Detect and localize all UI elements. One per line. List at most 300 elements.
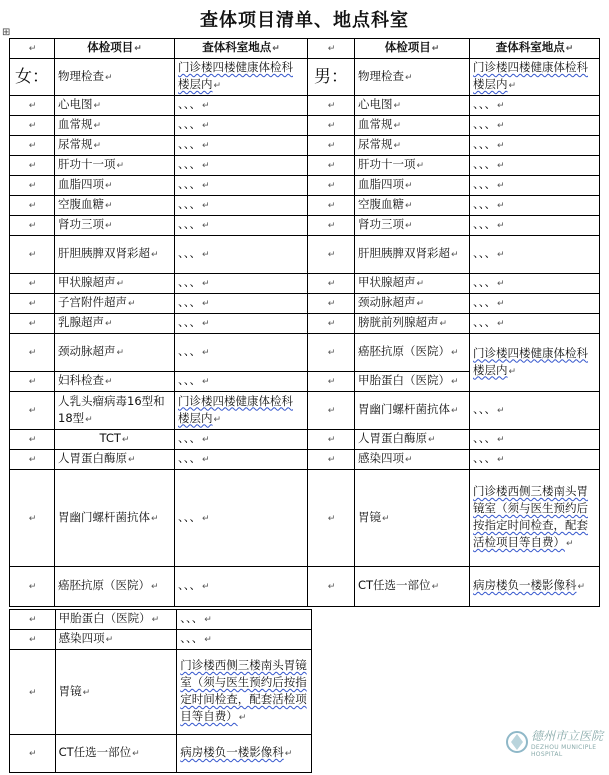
female-item: 血脂四项 [58, 177, 104, 191]
paragraph-mark-icon: ↵ [405, 221, 413, 231]
female-location-cell [177, 610, 312, 630]
paragraph-mark-icon: ↵ [327, 279, 336, 289]
paragraph-mark-icon: ↵ [28, 181, 37, 191]
female-item: 胃幽门螺杆菌抗体 [58, 509, 150, 524]
female-item: 心电图 [58, 97, 93, 111]
table-row [10, 610, 312, 630]
paragraph-mark-icon: ↵ [327, 299, 336, 309]
male-item: 感染四项 [358, 451, 404, 465]
paragraph-mark-icon: ↵ [508, 366, 517, 377]
female-location-cell [175, 136, 308, 156]
paragraph-mark-icon: ↵ [451, 250, 459, 260]
male-location-cell [470, 430, 600, 450]
paragraph-mark-icon: ↵ [202, 221, 210, 231]
paragraph-mark-icon: ↵ [202, 319, 210, 329]
paragraph-mark-icon: ↵ [405, 181, 413, 191]
gender-cell [10, 96, 55, 116]
paragraph-mark-icon: ↵ [497, 435, 505, 445]
male-location-cell [470, 450, 600, 470]
female-label-cell [10, 59, 55, 96]
female-location: 、、、 [180, 631, 204, 645]
female-location-cell [175, 156, 308, 176]
paragraph-mark-icon: ↵ [202, 582, 210, 592]
male-item-cell [355, 274, 470, 294]
paragraph-mark-icon: ↵ [151, 513, 159, 524]
female-location: 、、、 [178, 275, 201, 289]
item-header: 体检项目 [87, 40, 134, 54]
female-item: 空腹血糖 [58, 197, 104, 211]
female-location-cell [175, 196, 308, 216]
gender-cell [10, 650, 56, 735]
paragraph-mark-icon: ↵ [204, 615, 212, 625]
paragraph-mark-icon: ↵ [202, 513, 210, 524]
female-item: 甲状腺超声 [58, 275, 116, 289]
paragraph-mark-icon: ↵ [28, 299, 37, 309]
male-location-cell [470, 116, 600, 136]
female-item: 尿常规 [58, 137, 93, 151]
female-item-cell [55, 610, 177, 630]
female-item-cell [55, 96, 175, 116]
female-location-cell [175, 59, 308, 96]
gender-cell [308, 314, 355, 334]
female-location-cell [175, 96, 308, 116]
male-location: 、、、 [473, 137, 496, 151]
female-location: 门诊楼四楼健康体检科楼层内 [178, 393, 293, 425]
gender-cell [308, 156, 355, 176]
male-location: 、、、 [473, 177, 496, 191]
female-item-cell [55, 156, 175, 176]
male-item-cell [355, 294, 470, 314]
female-location: 、、、 [178, 373, 201, 387]
gender-cell [10, 450, 55, 470]
paragraph-mark-icon: ↵ [121, 435, 130, 445]
female-location: 、、、 [178, 246, 201, 260]
male-item-cell [355, 372, 470, 392]
paragraph-mark-icon: ↵ [28, 377, 37, 387]
male-location-cell [470, 59, 600, 96]
female-item: 甲胎蛋白（医院） [58, 611, 151, 625]
male-item-cell [355, 216, 470, 236]
male-location: 、、、 [473, 197, 496, 211]
paragraph-mark-icon: ↵ [327, 181, 336, 191]
gender-cell [10, 136, 55, 156]
paragraph-mark-icon: ↵ [202, 455, 210, 465]
male-location: 门诊楼四楼健康体检科楼层内 [473, 60, 588, 91]
paragraph-mark-icon: ↵ [439, 319, 448, 329]
paragraph-mark-icon: ↵ [405, 201, 413, 211]
male-item-cell [355, 392, 470, 430]
paragraph-mark-icon: ↵ [327, 406, 336, 416]
paragraph-mark-icon: ↵ [382, 513, 390, 524]
male-location-cell [470, 274, 600, 294]
male-item-cell [355, 176, 470, 196]
paragraph-mark-icon: ↵ [327, 348, 336, 358]
paragraph-mark-icon: ↵ [428, 435, 436, 445]
male-item-cell [355, 430, 470, 450]
male-item-cell [355, 334, 470, 372]
paragraph-mark-icon: ↵ [416, 279, 425, 289]
item-header-cell [355, 39, 470, 59]
table-row [10, 96, 600, 116]
male-item-cell [355, 314, 470, 334]
male-item: 肝功十一项 [358, 157, 416, 171]
paragraph-mark-icon: ↵ [28, 250, 37, 260]
paragraph-mark-icon: ↵ [93, 101, 102, 111]
paragraph-mark-icon: ↵ [105, 319, 113, 329]
gender-cell [10, 372, 55, 392]
gender-cell [308, 470, 355, 567]
male-location: 、、、 [473, 295, 496, 309]
gender-header-empty [308, 39, 355, 59]
male-location-cell [470, 567, 600, 607]
female-item: 人胃蛋白酶原 [58, 451, 127, 465]
paragraph-mark-icon: ↵ [151, 615, 160, 625]
female-item-cell [55, 392, 175, 430]
paragraph-mark-icon: ↵ [213, 81, 222, 91]
male-location: 、、、 [473, 315, 496, 329]
paragraph-mark-icon: ↵ [566, 539, 574, 549]
female-item-cell [55, 334, 175, 372]
paragraph-mark-icon: ↵ [204, 635, 212, 645]
male-item: 空腹血糖 [358, 197, 404, 211]
female-location-cell [177, 735, 312, 773]
paragraph-mark-icon: ↵ [28, 513, 37, 524]
table-row [10, 196, 600, 216]
paragraph-mark-icon: ↵ [28, 44, 37, 54]
male-location: 病房楼负一楼影像科 [473, 578, 577, 592]
female-location: 、、、 [178, 177, 201, 191]
paragraph-mark-icon: ↵ [497, 121, 505, 131]
item-header-cell [55, 39, 175, 59]
male-item: 血常规 [358, 117, 393, 131]
male-location-cell [470, 216, 600, 236]
gender-cell [10, 567, 55, 607]
gender-cell [308, 236, 355, 274]
paragraph-mark-icon: ↵ [28, 201, 37, 211]
paragraph-mark-icon: ↵ [497, 250, 505, 260]
paragraph-mark-icon: ↵ [327, 44, 336, 54]
paragraph-mark-icon: ↵ [116, 348, 125, 358]
table-row [10, 630, 312, 650]
male-item: 甲胎蛋白（医院） [358, 373, 450, 387]
paragraph-mark-icon: ↵ [151, 582, 159, 592]
paragraph-mark-icon: ↵ [327, 201, 336, 211]
paragraph-mark-icon: ↵ [327, 582, 336, 592]
gender-cell [10, 430, 55, 450]
gender-cell [10, 735, 56, 773]
female-item: 物理检查 [58, 68, 104, 83]
female-item-cell [55, 450, 175, 470]
female-location: 、、、 [178, 509, 201, 524]
paragraph-mark-icon: ↵ [497, 279, 505, 289]
female-item: 肝胆胰脾双肾彩超 [58, 246, 150, 260]
female-item: 胃镜 [58, 683, 82, 698]
gender-cell [308, 196, 355, 216]
paragraph-mark-icon: ↵ [93, 121, 102, 131]
female-extra-table [9, 609, 312, 773]
gender-cell [308, 136, 355, 156]
paragraph-mark-icon: ↵ [151, 250, 159, 260]
paragraph-mark-icon: ↵ [327, 141, 336, 151]
paragraph-mark-icon: ↵ [497, 101, 505, 111]
female-location-cell [175, 314, 308, 334]
paragraph-mark-icon: ↵ [28, 161, 37, 171]
female-item: 血常规 [58, 117, 93, 131]
female-item-cell [55, 274, 175, 294]
table-row [10, 294, 600, 314]
paragraph-mark-icon: ↵ [28, 121, 37, 131]
male-location: 门诊楼西侧三楼南头胃镜室（须与医生预约后按指定时间检查，配套活检项目等自费） [473, 484, 588, 549]
table-row [10, 450, 600, 470]
gender-cell [308, 450, 355, 470]
male-location: 、、、 [473, 217, 496, 231]
paragraph-mark-icon: ↵ [272, 44, 280, 54]
location-header-cell [175, 39, 308, 59]
female-location: 、、、 [178, 157, 201, 171]
male-item: 尿常规 [358, 137, 393, 151]
paragraph-mark-icon: ↵ [431, 44, 440, 54]
male-item-cell [355, 196, 470, 216]
male-location: 、、、 [473, 97, 496, 111]
paragraph-mark-icon: ↵ [327, 221, 336, 231]
item-header: 体检项目 [384, 40, 431, 54]
female-location: 、、、 [178, 295, 201, 309]
header-row [10, 39, 600, 59]
female-item: 癌胚抗原（医院） [58, 578, 150, 592]
paragraph-mark-icon: ↵ [508, 81, 517, 91]
gender-cell [308, 294, 355, 314]
paragraph-mark-icon: ↵ [393, 141, 402, 151]
paragraph-mark-icon: ↵ [105, 72, 113, 83]
paragraph-mark-icon: ↵ [202, 279, 210, 289]
paragraph-mark-icon: ↵ [28, 582, 37, 592]
paragraph-mark-icon: ↵ [327, 161, 336, 171]
paragraph-mark-icon: ↵ [28, 319, 37, 329]
female-location-cell [175, 176, 308, 196]
gender-cell [308, 274, 355, 294]
paragraph-mark-icon: ↵ [497, 406, 505, 416]
male-location: 、、、 [473, 275, 496, 289]
female-location: 、、、 [178, 197, 201, 211]
paragraph-mark-icon: ↵ [29, 615, 37, 625]
location-header-cell [470, 39, 600, 59]
female-item-cell [55, 196, 175, 216]
table-row [10, 136, 600, 156]
male-label: 男： [314, 66, 348, 87]
female-item: 人乳头瘤病毒16型和18型 [58, 393, 165, 425]
paragraph-mark-icon: ↵ [85, 414, 93, 425]
male-item-cell [355, 96, 470, 116]
male-item-cell [355, 59, 470, 96]
male-item: 甲状腺超声 [358, 275, 416, 289]
gender-cell [10, 116, 55, 136]
table-row [10, 216, 600, 236]
male-item: 胃幽门螺杆菌抗体 [358, 402, 450, 416]
paragraph-mark-icon: ↵ [29, 687, 37, 698]
male-item-cell [355, 136, 470, 156]
male-item: 颈动脉超声 [358, 295, 416, 309]
paragraph-mark-icon: ↵ [213, 414, 222, 425]
paragraph-mark-icon: ↵ [116, 161, 125, 171]
male-item: 胃镜 [358, 509, 381, 524]
female-location: 、、、 [178, 117, 201, 131]
paragraph-mark-icon: ↵ [327, 319, 336, 329]
paragraph-mark-icon: ↵ [202, 181, 210, 191]
paragraph-mark-icon: ↵ [132, 749, 140, 759]
female-location-cell [175, 450, 308, 470]
paragraph-mark-icon: ↵ [202, 101, 210, 111]
paragraph-mark-icon: ↵ [202, 348, 210, 358]
hospital-logo-name: 德州市立医院 [531, 729, 604, 743]
female-location-cell [175, 294, 308, 314]
male-item: CT任选一部位 [358, 578, 431, 592]
table-row [10, 156, 600, 176]
paragraph-mark-icon: ↵ [451, 406, 459, 416]
gender-cell [10, 274, 55, 294]
paragraph-mark-icon: ↵ [497, 299, 505, 309]
female-location: 病房楼负一楼影像科 [180, 745, 284, 759]
paragraph-mark-icon: ↵ [28, 435, 37, 445]
table-row [10, 392, 600, 430]
female-location-cell [175, 430, 308, 450]
gender-cell [10, 196, 55, 216]
female-item: 感染四项 [58, 631, 105, 645]
paragraph-mark-icon: ↵ [497, 141, 505, 151]
female-location-cell [175, 372, 308, 392]
table-row [10, 430, 600, 450]
paragraph-mark-icon: ↵ [497, 181, 505, 191]
gender-cell [10, 156, 55, 176]
paragraph-mark-icon: ↵ [28, 101, 37, 111]
male-location-cell [470, 314, 600, 334]
female-location: 、、、 [178, 97, 201, 111]
male-item: 物理检查 [358, 68, 404, 83]
gender-cell [308, 372, 355, 392]
female-location-cell [175, 334, 308, 372]
gender-cell [10, 630, 56, 650]
female-item-cell [55, 294, 175, 314]
paragraph-mark-icon: ↵ [431, 582, 440, 592]
gender-cell [10, 294, 55, 314]
female-location-cell [175, 116, 308, 136]
gender-cell [308, 334, 355, 372]
female-item-cell [55, 630, 177, 650]
female-location: 、、、 [178, 137, 201, 151]
hospital-logo-sub: DEZHOU MUNICIPLE HOSPITAL [531, 744, 597, 758]
female-item-cell [55, 236, 175, 274]
table-row [10, 314, 600, 334]
female-item-cell [55, 136, 175, 156]
paragraph-mark-icon: ↵ [202, 141, 210, 151]
paragraph-mark-icon: ↵ [577, 582, 586, 592]
table-row [10, 650, 312, 735]
female-location: 、、、 [178, 578, 201, 592]
female-location-cell [175, 392, 308, 430]
male-location-cell [470, 392, 600, 430]
gender-header-empty [10, 39, 55, 59]
male-location: 、、、 [473, 117, 496, 131]
male-item-cell [355, 450, 470, 470]
paragraph-mark-icon: ↵ [393, 101, 402, 111]
paragraph-mark-icon: ↵ [82, 687, 91, 698]
female-location-cell [175, 470, 308, 567]
male-location-cell [470, 136, 600, 156]
male-item: 血脂四项 [358, 177, 404, 191]
female-location-cell [175, 274, 308, 294]
paragraph-mark-icon: ↵ [497, 455, 505, 465]
male-item: 肾功三项 [358, 217, 404, 231]
paragraph-mark-icon: ↵ [393, 121, 402, 131]
female-location: 、、、 [180, 611, 204, 625]
paragraph-mark-icon: ↵ [105, 221, 113, 231]
table-row [10, 735, 312, 773]
gender-cell [308, 216, 355, 236]
gender-cell [10, 236, 55, 274]
paragraph-mark-icon: ↵ [327, 435, 336, 445]
paragraph-mark-icon: ↵ [28, 406, 37, 416]
paragraph-mark-icon: ↵ [28, 348, 37, 358]
gender-cell [308, 116, 355, 136]
table-row [10, 334, 600, 372]
paragraph-mark-icon: ↵ [327, 121, 336, 131]
paragraph-mark-icon: ↵ [28, 279, 37, 289]
male-item-cell [355, 567, 470, 607]
female-item-cell [55, 735, 177, 773]
male-location-cell [470, 196, 600, 216]
paragraph-mark-icon: ↵ [416, 161, 425, 171]
female-location: 、、、 [178, 344, 201, 358]
male-location: 、、、 [473, 246, 496, 260]
table-row [10, 274, 600, 294]
male-item: 人胃蛋白酶原 [358, 431, 427, 445]
female-location-cell [175, 567, 308, 607]
male-location-cell [470, 334, 600, 392]
gender-cell [308, 96, 355, 116]
paragraph-mark-icon: ↵ [202, 121, 210, 131]
location-header: 查体科室地点 [202, 40, 272, 54]
paragraph-mark-icon: ↵ [497, 319, 505, 329]
paragraph-mark-icon: ↵ [105, 635, 114, 645]
gender-cell [10, 314, 55, 334]
table-row [10, 116, 600, 136]
paragraph-mark-icon: ↵ [327, 377, 336, 387]
female-item-cell [55, 314, 175, 334]
paragraph-mark-icon: ↵ [28, 455, 37, 465]
female-item-cell [55, 430, 175, 450]
gender-cell [308, 430, 355, 450]
male-item: 心电图 [358, 97, 393, 111]
paragraph-mark-icon: ↵ [202, 299, 210, 309]
female-item-cell [55, 116, 175, 136]
paragraph-mark-icon: ↵ [28, 141, 37, 151]
paragraph-mark-icon: ↵ [134, 44, 142, 54]
female-item: TCT [99, 431, 121, 445]
female-location-cell [177, 630, 312, 650]
paragraph-mark-icon: ↵ [29, 635, 37, 645]
paragraph-mark-icon: ↵ [327, 250, 336, 260]
male-location-cell [470, 470, 600, 567]
paragraph-mark-icon: ↵ [565, 44, 574, 54]
table-row [10, 470, 600, 567]
paragraph-mark-icon: ↵ [327, 455, 336, 465]
paragraph-mark-icon: ↵ [238, 713, 247, 723]
paragraph-mark-icon: ↵ [93, 141, 102, 151]
gender-cell [10, 334, 55, 372]
female-item: 子宫附件超声 [58, 295, 127, 309]
female-item-cell [55, 372, 175, 392]
paragraph-mark-icon: ↵ [116, 279, 125, 289]
paragraph-mark-icon: ↵ [327, 513, 336, 524]
